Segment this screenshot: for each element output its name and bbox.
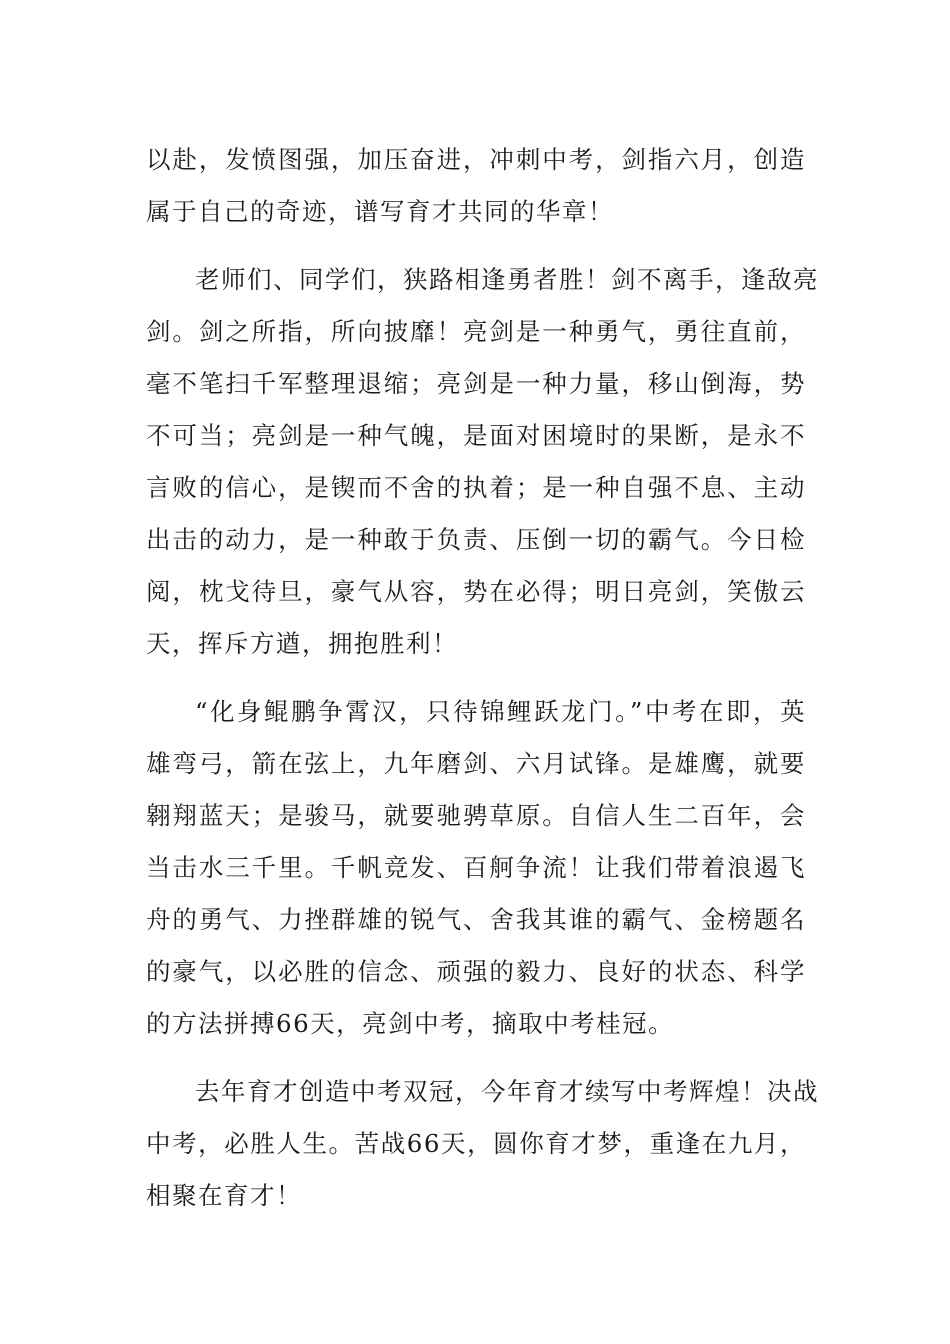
- paragraph-4: [146, 1066, 819, 1222]
- text-line: 不可当；亮剑是一种气魄，是面对困境时的果断，是永不: [146, 421, 806, 450]
- paragraph-3: [146, 686, 806, 1050]
- paragraph-2: [146, 254, 819, 670]
- text-line: 出击的动力，是一种敢于负责、压倒一切的霸气。今日检: [146, 525, 806, 554]
- text-line: 老师们、同学们，狭路相逢勇者胜！剑不离手，逢敌亮: [195, 265, 819, 294]
- text-line: 天，挥斥方遒，拥抱胜利！: [146, 629, 458, 658]
- text-line: 翱翔蓝天；是骏马，就要驰骋草原。自信人生二百年，会: [146, 801, 806, 830]
- text-line: 的豪气，以必胜的信念、顽强的毅力、良好的状态、科学: [146, 957, 806, 986]
- text-line: 舟的勇气、力挫群雄的锐气、舍我其谁的霸气、金榜题名: [146, 905, 806, 934]
- text-line: 言败的信心，是锲而不舍的执着；是一种自强不息、主动: [146, 473, 806, 502]
- text-line: 去年育才创造中考双冠，今年育才续写中考辉煌！决战: [195, 1077, 819, 1106]
- paragraph-1: [146, 134, 806, 238]
- text-line: 相聚在育才！: [146, 1181, 302, 1210]
- text-line: 的方法拼搏66天，亮剑中考，摘取中考桂冠。: [146, 1009, 675, 1038]
- text-line: 阅，枕戈待旦，豪气从容，势在必得；明日亮剑，笑傲云: [146, 577, 806, 606]
- text-line: 雄弯弓，箭在弦上，九年磨剑、六月试锋。是雄鹰，就要: [146, 749, 806, 778]
- text-line: 剑。剑之所指，所向披靡！亮剑是一种勇气，勇往直前，: [146, 317, 806, 346]
- text-line: 中考，必胜人生。苦战66天，圆你育才梦，重逢在九月，: [146, 1129, 806, 1158]
- text-line: 当击水三千里。千帆竞发、百舸争流！让我们带着浪遏飞: [146, 853, 806, 882]
- text-line: 以赴，发愤图强，加压奋进，冲刺中考，剑指六月，创造: [146, 145, 806, 174]
- document-body: [146, 134, 819, 1238]
- text-line: 属于自己的奇迹，谱写育才共同的华章！: [146, 197, 614, 226]
- text-line: 毫不笔扫千军整理退缩；亮剑是一种力量，移山倒海，势: [146, 369, 806, 398]
- text-line: “化身鲲鹏争霄汉，只待锦鲤跃龙门。”中考在即，英: [195, 697, 806, 726]
